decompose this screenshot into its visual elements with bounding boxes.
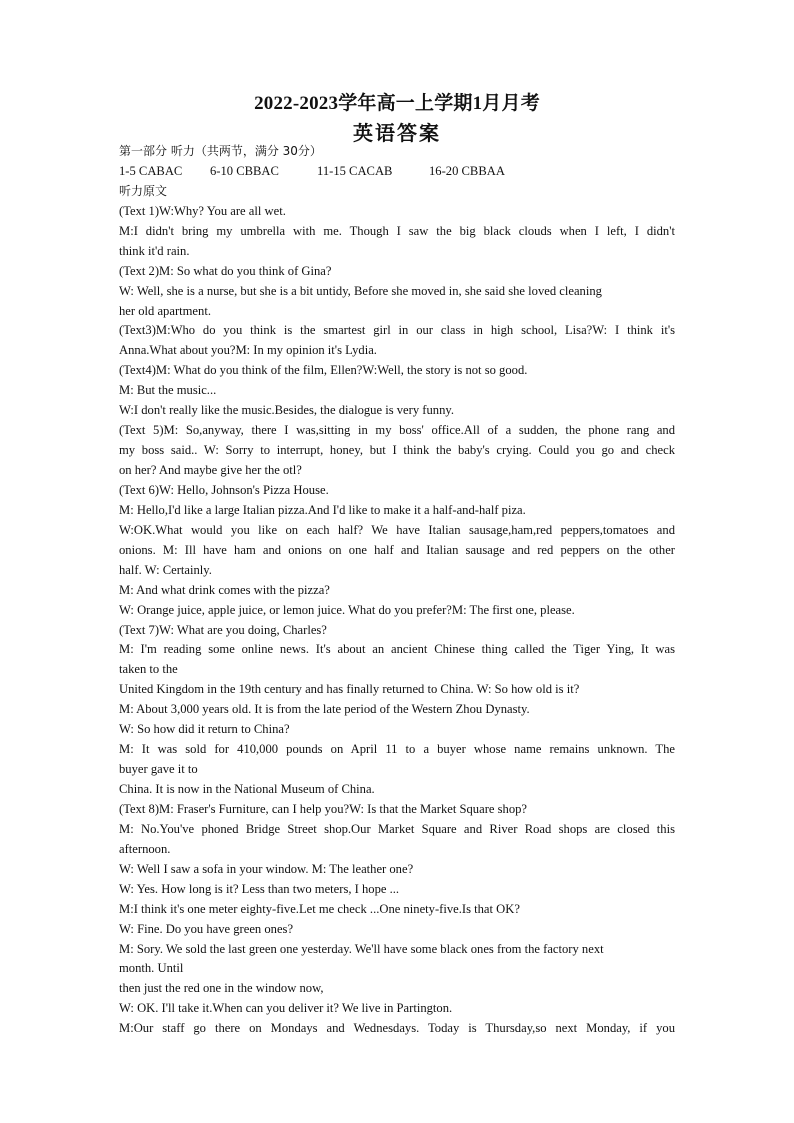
transcript-line: (Text 7)W: What are you doing, Charles? [119, 622, 327, 637]
transcript-line: W: Yes. How long is it? Less than two meters, I hope ... [119, 881, 400, 896]
transcript-heading: 听力原文 [119, 183, 168, 198]
document-title: 2022-2023学年高一上学期1月月考 [254, 93, 540, 114]
transcript-line: (Text 6)W: Hello, Johnson's Pizza House. [119, 482, 329, 497]
transcript-line: W: Well, she is a nurse, but she is a bit untidy, Before she moved in, she said she loved cleaning [119, 283, 602, 298]
transcript-line: then just the red one in the window now, [119, 981, 324, 996]
transcript-line: onions. M: Ill have ham and onions on one half and Italian sausage and red peppers on the other [119, 542, 675, 557]
transcript-line: (Text 2)M: So what do you think of Gina? [119, 263, 332, 278]
answer-group-3: 11-15 CACAB [317, 163, 393, 178]
transcript-line: W:I don't really like the music.Besides, the dialogue is very funny. [119, 403, 454, 418]
transcript-line: W: OK. I'll take it.When can you deliver it? We live in Partington. [119, 1001, 453, 1016]
transcript-line: M: It was sold for 410,000 pounds on April 11 to a buyer whose name remains unknown. The [119, 742, 675, 757]
answer-key [119, 162, 675, 182]
transcript-line: (Text 5)M: So,anyway, there I was,sitting in my boss' office.All of a sudden, the phone rang and [119, 423, 675, 438]
transcript-line: M: No.You've phoned Bridge Street shop.Our Market Square and River Road shops are closed this [119, 821, 675, 836]
transcript-line: month. Until [119, 961, 184, 976]
answer-group-2: 6-10 CBBAC [210, 163, 279, 178]
transcript-line: half. W: Certainly. [119, 562, 212, 577]
transcript-line: M:Our staff go there on Mondays and Wednesdays. Today is Thursday,so next Monday, if you [119, 1021, 675, 1036]
transcript [119, 202, 675, 1039]
transcript-line: M: I'm reading some online news. It's about an ancient Chinese thing called the Tiger Ying, It was [119, 642, 675, 657]
transcript-line: M:I think it's one meter eighty-five.Let me check ...One ninety-five.Is that OK? [119, 901, 520, 916]
document-subtitle: 英语答案 [353, 123, 441, 145]
transcript-line: afternoon. [119, 841, 171, 856]
transcript-line: think it'd rain. [119, 243, 190, 258]
transcript-line: United Kingdom in the 19th century and has finally returned to China. W: So how old is it? [119, 682, 580, 697]
transcript-line: W: Orange juice, apple juice, or lemon juice. What do you prefer?M: The first one, please. [119, 602, 575, 617]
section-heading: 第一部分 听力（共两节，满分 30分） [119, 144, 322, 158]
transcript-line: W: Fine. Do you have green ones? [119, 921, 294, 936]
transcript-line: buyer gave it to [119, 762, 198, 777]
transcript-line: Anna.What about you?M: In my opinion it's Lydia. [119, 343, 377, 358]
transcript-line: my boss said.. W: Sorry to interrupt, honey, but I think the baby's crying. Could you go and check [119, 443, 675, 458]
transcript-line: (Text4)M: What do you think of the film, Ellen?W:Well, the story is not so good. [119, 363, 528, 378]
transcript-line: M: But the music... [119, 383, 217, 398]
transcript-line: W:OK.What would you like on each half? We have Italian sausage,ham,red peppers,tomatoes and [119, 522, 675, 537]
transcript-line: (Text 8)M: Fraser's Furniture, can I help you?W: Is that the Market Square shop? [119, 801, 528, 816]
transcript-line: China. It is now in the National Museum of China. [119, 782, 375, 796]
transcript-line: W: So how did it return to China? [119, 722, 290, 737]
transcript-line: W: Well I saw a sofa in your window. M: The leather one? [119, 861, 414, 876]
transcript-line: M: About 3,000 years old. It is from the late period of the Western Zhou Dynasty. [119, 702, 530, 717]
transcript-line: on her? And maybe give her the otl? [119, 463, 302, 477]
transcript-line: M: Sory. We sold the last green one yesterday. We'll have some black ones from the factory next [119, 941, 604, 956]
transcript-line: M:I didn't bring my umbrella with me. Though I saw the big black clouds when I left, I didn't [119, 223, 675, 238]
answer-group-1: 1-5 CABAC [119, 163, 183, 178]
transcript-line: (Text3)M:Who do you think is the smartest girl in our class in high school, Lisa?W: I think it's [119, 323, 675, 338]
answer-group-4: 16-20 CBBAA [429, 163, 505, 178]
transcript-line: (Text 1)W:Why? You are all wet. [119, 203, 286, 218]
transcript-line: her old apartment. [119, 303, 211, 318]
transcript-line: M: Hello,I'd like a large Italian pizza.And I'd like to make it a half-and-half piza. [119, 502, 526, 517]
document-body [119, 142, 675, 1039]
transcript-line: M: And what drink comes with the pizza? [119, 582, 330, 597]
transcript-line: taken to the [119, 662, 178, 677]
